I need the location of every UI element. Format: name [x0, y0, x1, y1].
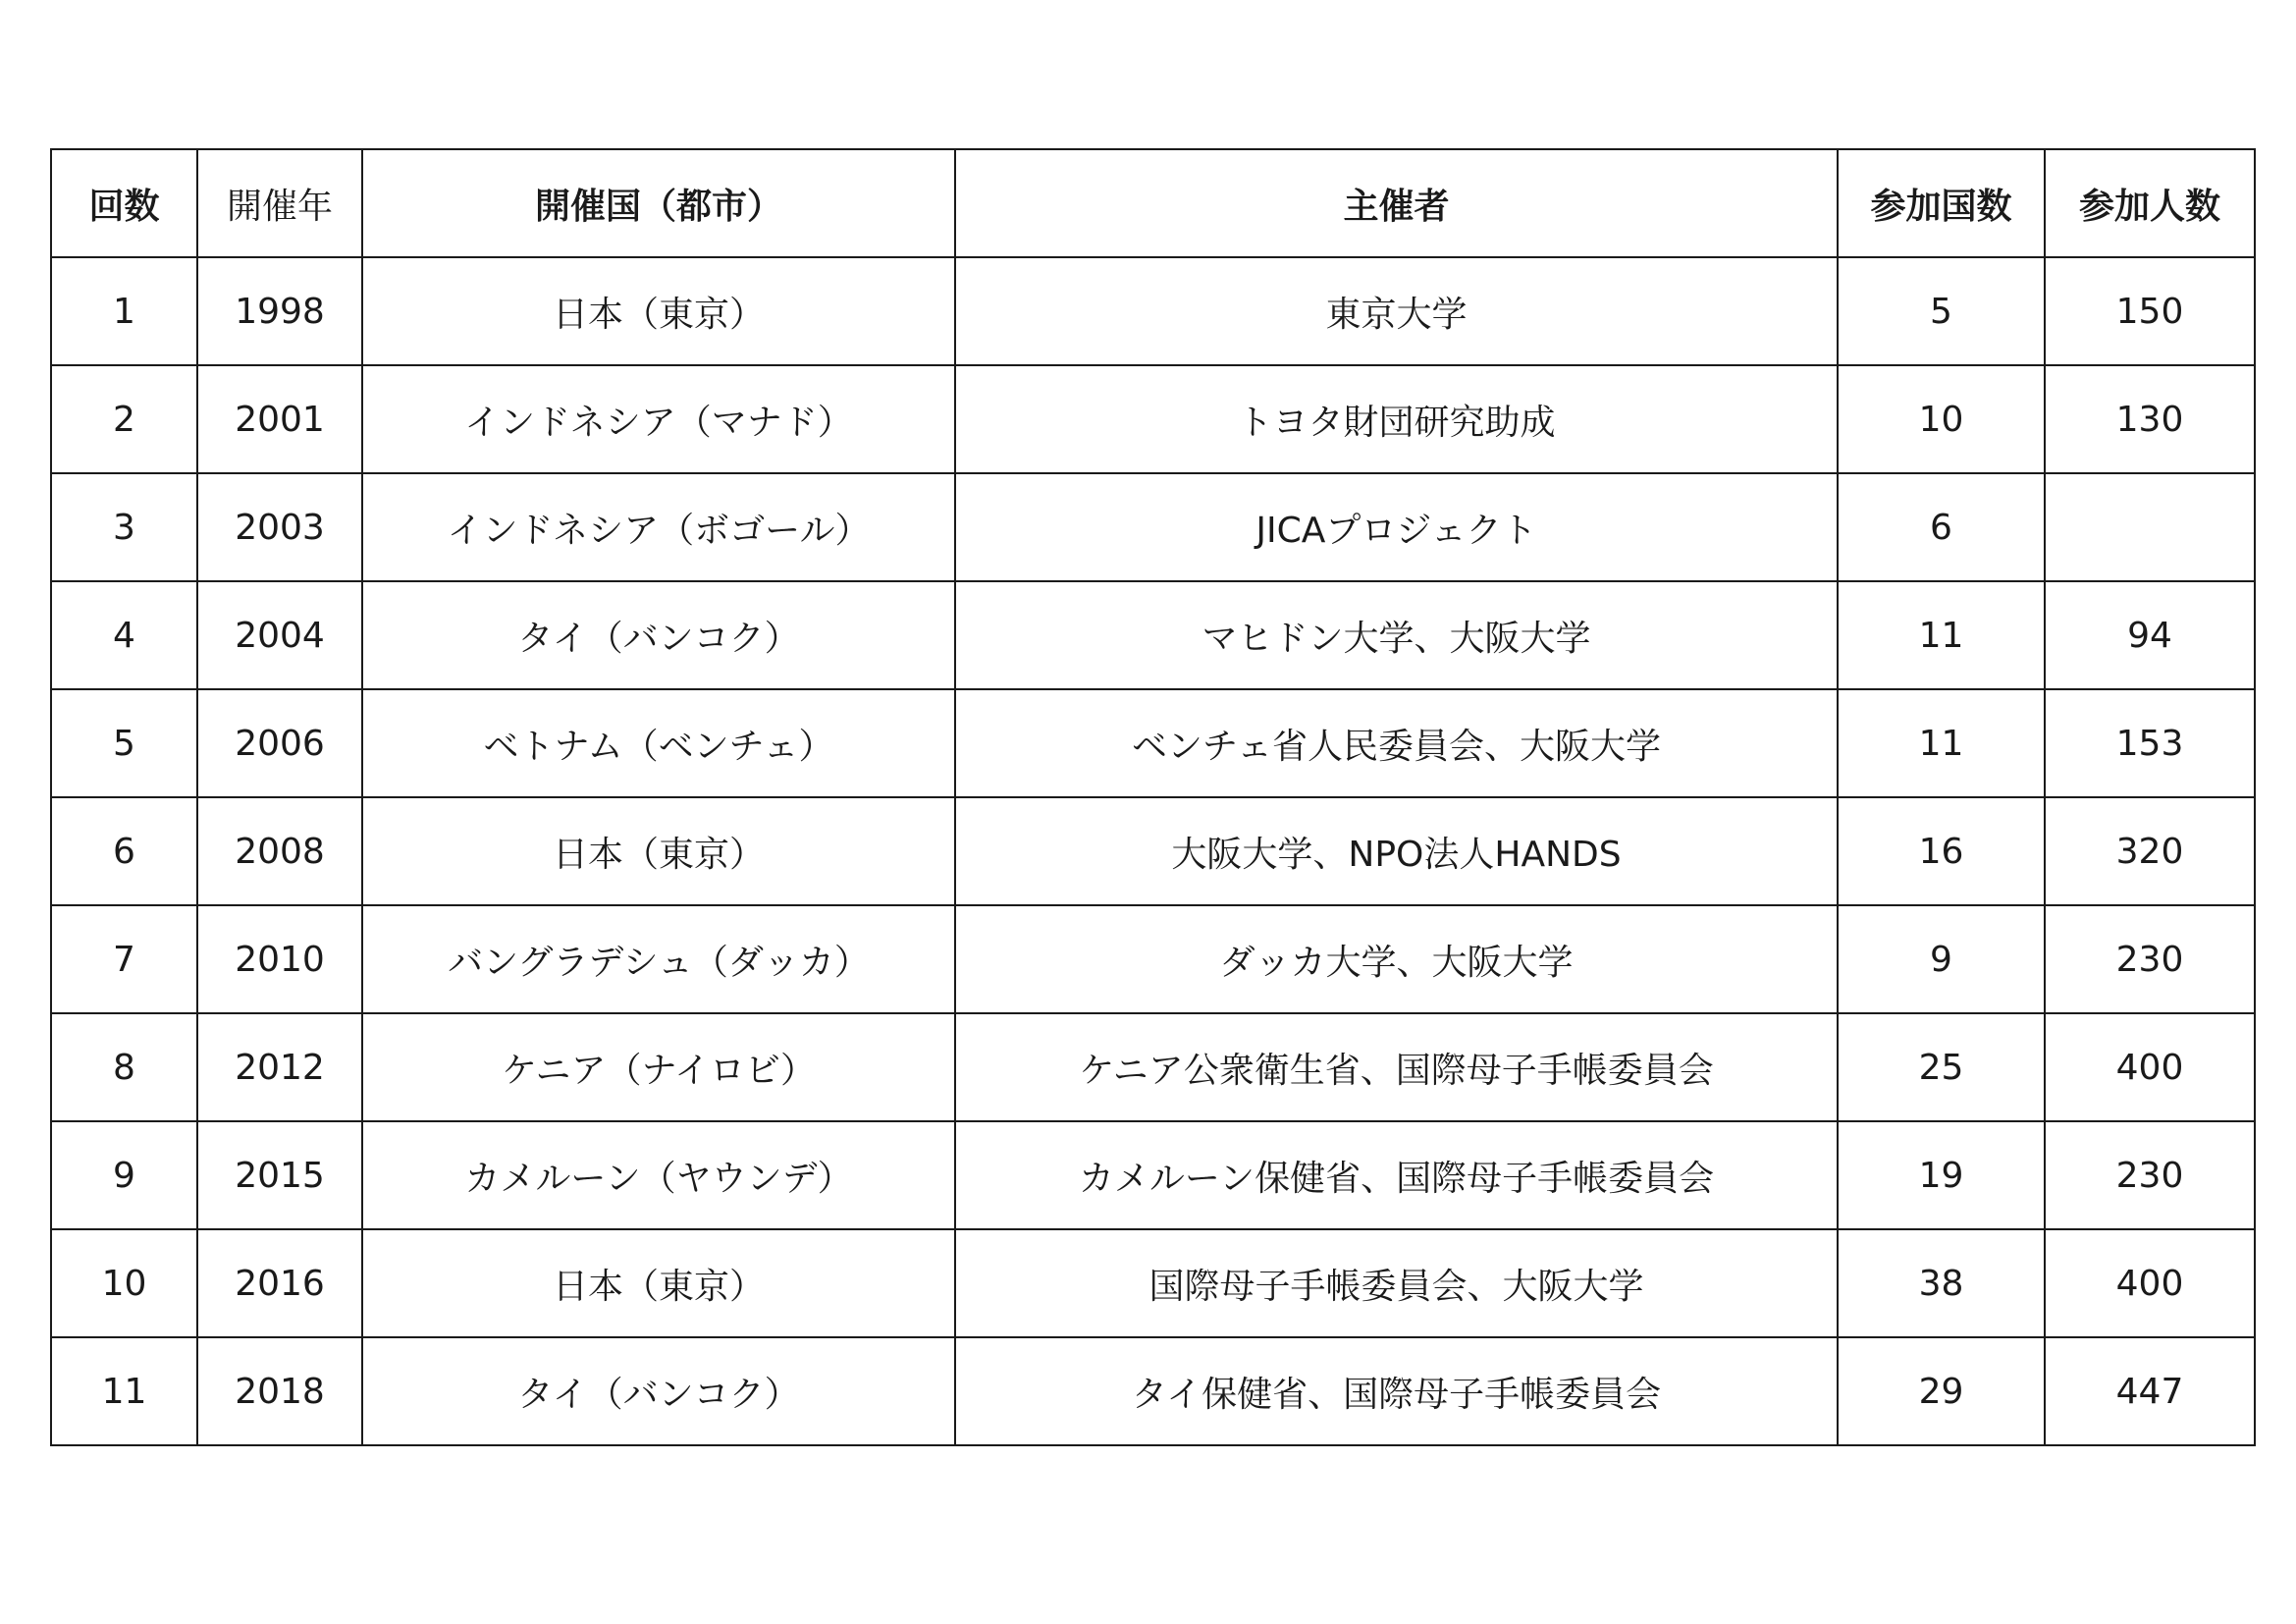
round-cell: 5	[51, 689, 197, 797]
organizer-cell: ダッカ大学、大阪大学	[955, 905, 1838, 1013]
round-cell: 6	[51, 797, 197, 905]
participants-count-cell: 150	[2045, 257, 2255, 365]
host-country-cell: タイ（バンコク）	[362, 1337, 955, 1445]
countries-count-cell: 6	[1838, 473, 2045, 581]
table-row	[51, 1229, 2255, 1337]
year-cell: 2001	[197, 365, 362, 473]
organizer-cell: タイ保健省、国際母子手帳委員会	[955, 1337, 1838, 1445]
round-cell: 2	[51, 365, 197, 473]
year-cell: 2012	[197, 1013, 362, 1121]
header-participants: 参加人数	[2045, 149, 2255, 257]
countries-count-cell: 11	[1838, 581, 2045, 689]
round-cell: 7	[51, 905, 197, 1013]
countries-count-cell: 16	[1838, 797, 2045, 905]
header-host-country: 開催国（都市）	[362, 149, 955, 257]
organizer-cell: ベンチェ省人民委員会、大阪大学	[955, 689, 1838, 797]
countries-count-cell: 9	[1838, 905, 2045, 1013]
host-country-cell: タイ（バンコク）	[362, 581, 955, 689]
participants-count-cell: 153	[2045, 689, 2255, 797]
table-row	[51, 365, 2255, 473]
year-cell: 2015	[197, 1121, 362, 1229]
year-cell: 2016	[197, 1229, 362, 1337]
table-body	[51, 257, 2255, 1445]
round-cell: 8	[51, 1013, 197, 1121]
countries-count-cell: 10	[1838, 365, 2045, 473]
participants-count-cell: 130	[2045, 365, 2255, 473]
conference-table	[50, 148, 2256, 1446]
organizer-cell: 国際母子手帳委員会、大阪大学	[955, 1229, 1838, 1337]
header-participating-countries: 参加国数	[1838, 149, 2045, 257]
participants-count-cell: 230	[2045, 905, 2255, 1013]
round-cell: 3	[51, 473, 197, 581]
year-cell: 2018	[197, 1337, 362, 1445]
organizer-cell: JICAプロジェクト	[955, 473, 1838, 581]
host-country-cell: バングラデシュ（ダッカ）	[362, 905, 955, 1013]
countries-count-cell: 29	[1838, 1337, 2045, 1445]
host-country-cell: 日本（東京）	[362, 257, 955, 365]
host-country-cell: インドネシア（マナド）	[362, 365, 955, 473]
header-round: 回数	[51, 149, 197, 257]
year-cell: 2006	[197, 689, 362, 797]
participants-count-cell: 400	[2045, 1229, 2255, 1337]
table-row	[51, 473, 2255, 581]
table-row	[51, 689, 2255, 797]
host-country-cell: カメルーン（ヤウンデ）	[362, 1121, 955, 1229]
participants-count-cell: 447	[2045, 1337, 2255, 1445]
participants-count-cell: 94	[2045, 581, 2255, 689]
table-row	[51, 797, 2255, 905]
year-cell: 2004	[197, 581, 362, 689]
organizer-cell: 大阪大学、NPO法人HANDS	[955, 797, 1838, 905]
countries-count-cell: 5	[1838, 257, 2045, 365]
table-row	[51, 581, 2255, 689]
host-country-cell: 日本（東京）	[362, 797, 955, 905]
host-country-cell: ケニア（ナイロビ）	[362, 1013, 955, 1121]
countries-count-cell: 38	[1838, 1229, 2045, 1337]
year-cell: 2010	[197, 905, 362, 1013]
year-cell: 2003	[197, 473, 362, 581]
year-cell: 1998	[197, 257, 362, 365]
round-cell: 4	[51, 581, 197, 689]
round-cell: 1	[51, 257, 197, 365]
participants-count-cell: 400	[2045, 1013, 2255, 1121]
countries-count-cell: 25	[1838, 1013, 2045, 1121]
round-cell: 11	[51, 1337, 197, 1445]
round-cell: 9	[51, 1121, 197, 1229]
organizer-cell: マヒドン大学、大阪大学	[955, 581, 1838, 689]
table-row	[51, 1013, 2255, 1121]
participants-count-cell: 230	[2045, 1121, 2255, 1229]
countries-count-cell: 11	[1838, 689, 2045, 797]
participants-count-cell	[2045, 473, 2255, 581]
host-country-cell: 日本（東京）	[362, 1229, 955, 1337]
table-row	[51, 1337, 2255, 1445]
round-cell: 10	[51, 1229, 197, 1337]
organizer-cell: ケニア公衆衛生省、国際母子手帳委員会	[955, 1013, 1838, 1121]
table-header-row	[51, 149, 2255, 257]
table-row	[51, 905, 2255, 1013]
countries-count-cell: 19	[1838, 1121, 2045, 1229]
host-country-cell: ベトナム（ベンチェ）	[362, 689, 955, 797]
organizer-cell: 東京大学	[955, 257, 1838, 365]
table-row	[51, 257, 2255, 365]
header-organizer: 主催者	[955, 149, 1838, 257]
header-year: 開催年	[197, 149, 362, 257]
host-country-cell: インドネシア（ボゴール）	[362, 473, 955, 581]
participants-count-cell: 320	[2045, 797, 2255, 905]
year-cell: 2008	[197, 797, 362, 905]
table-row	[51, 1121, 2255, 1229]
organizer-cell: トヨタ財団研究助成	[955, 365, 1838, 473]
organizer-cell: カメルーン保健省、国際母子手帳委員会	[955, 1121, 1838, 1229]
